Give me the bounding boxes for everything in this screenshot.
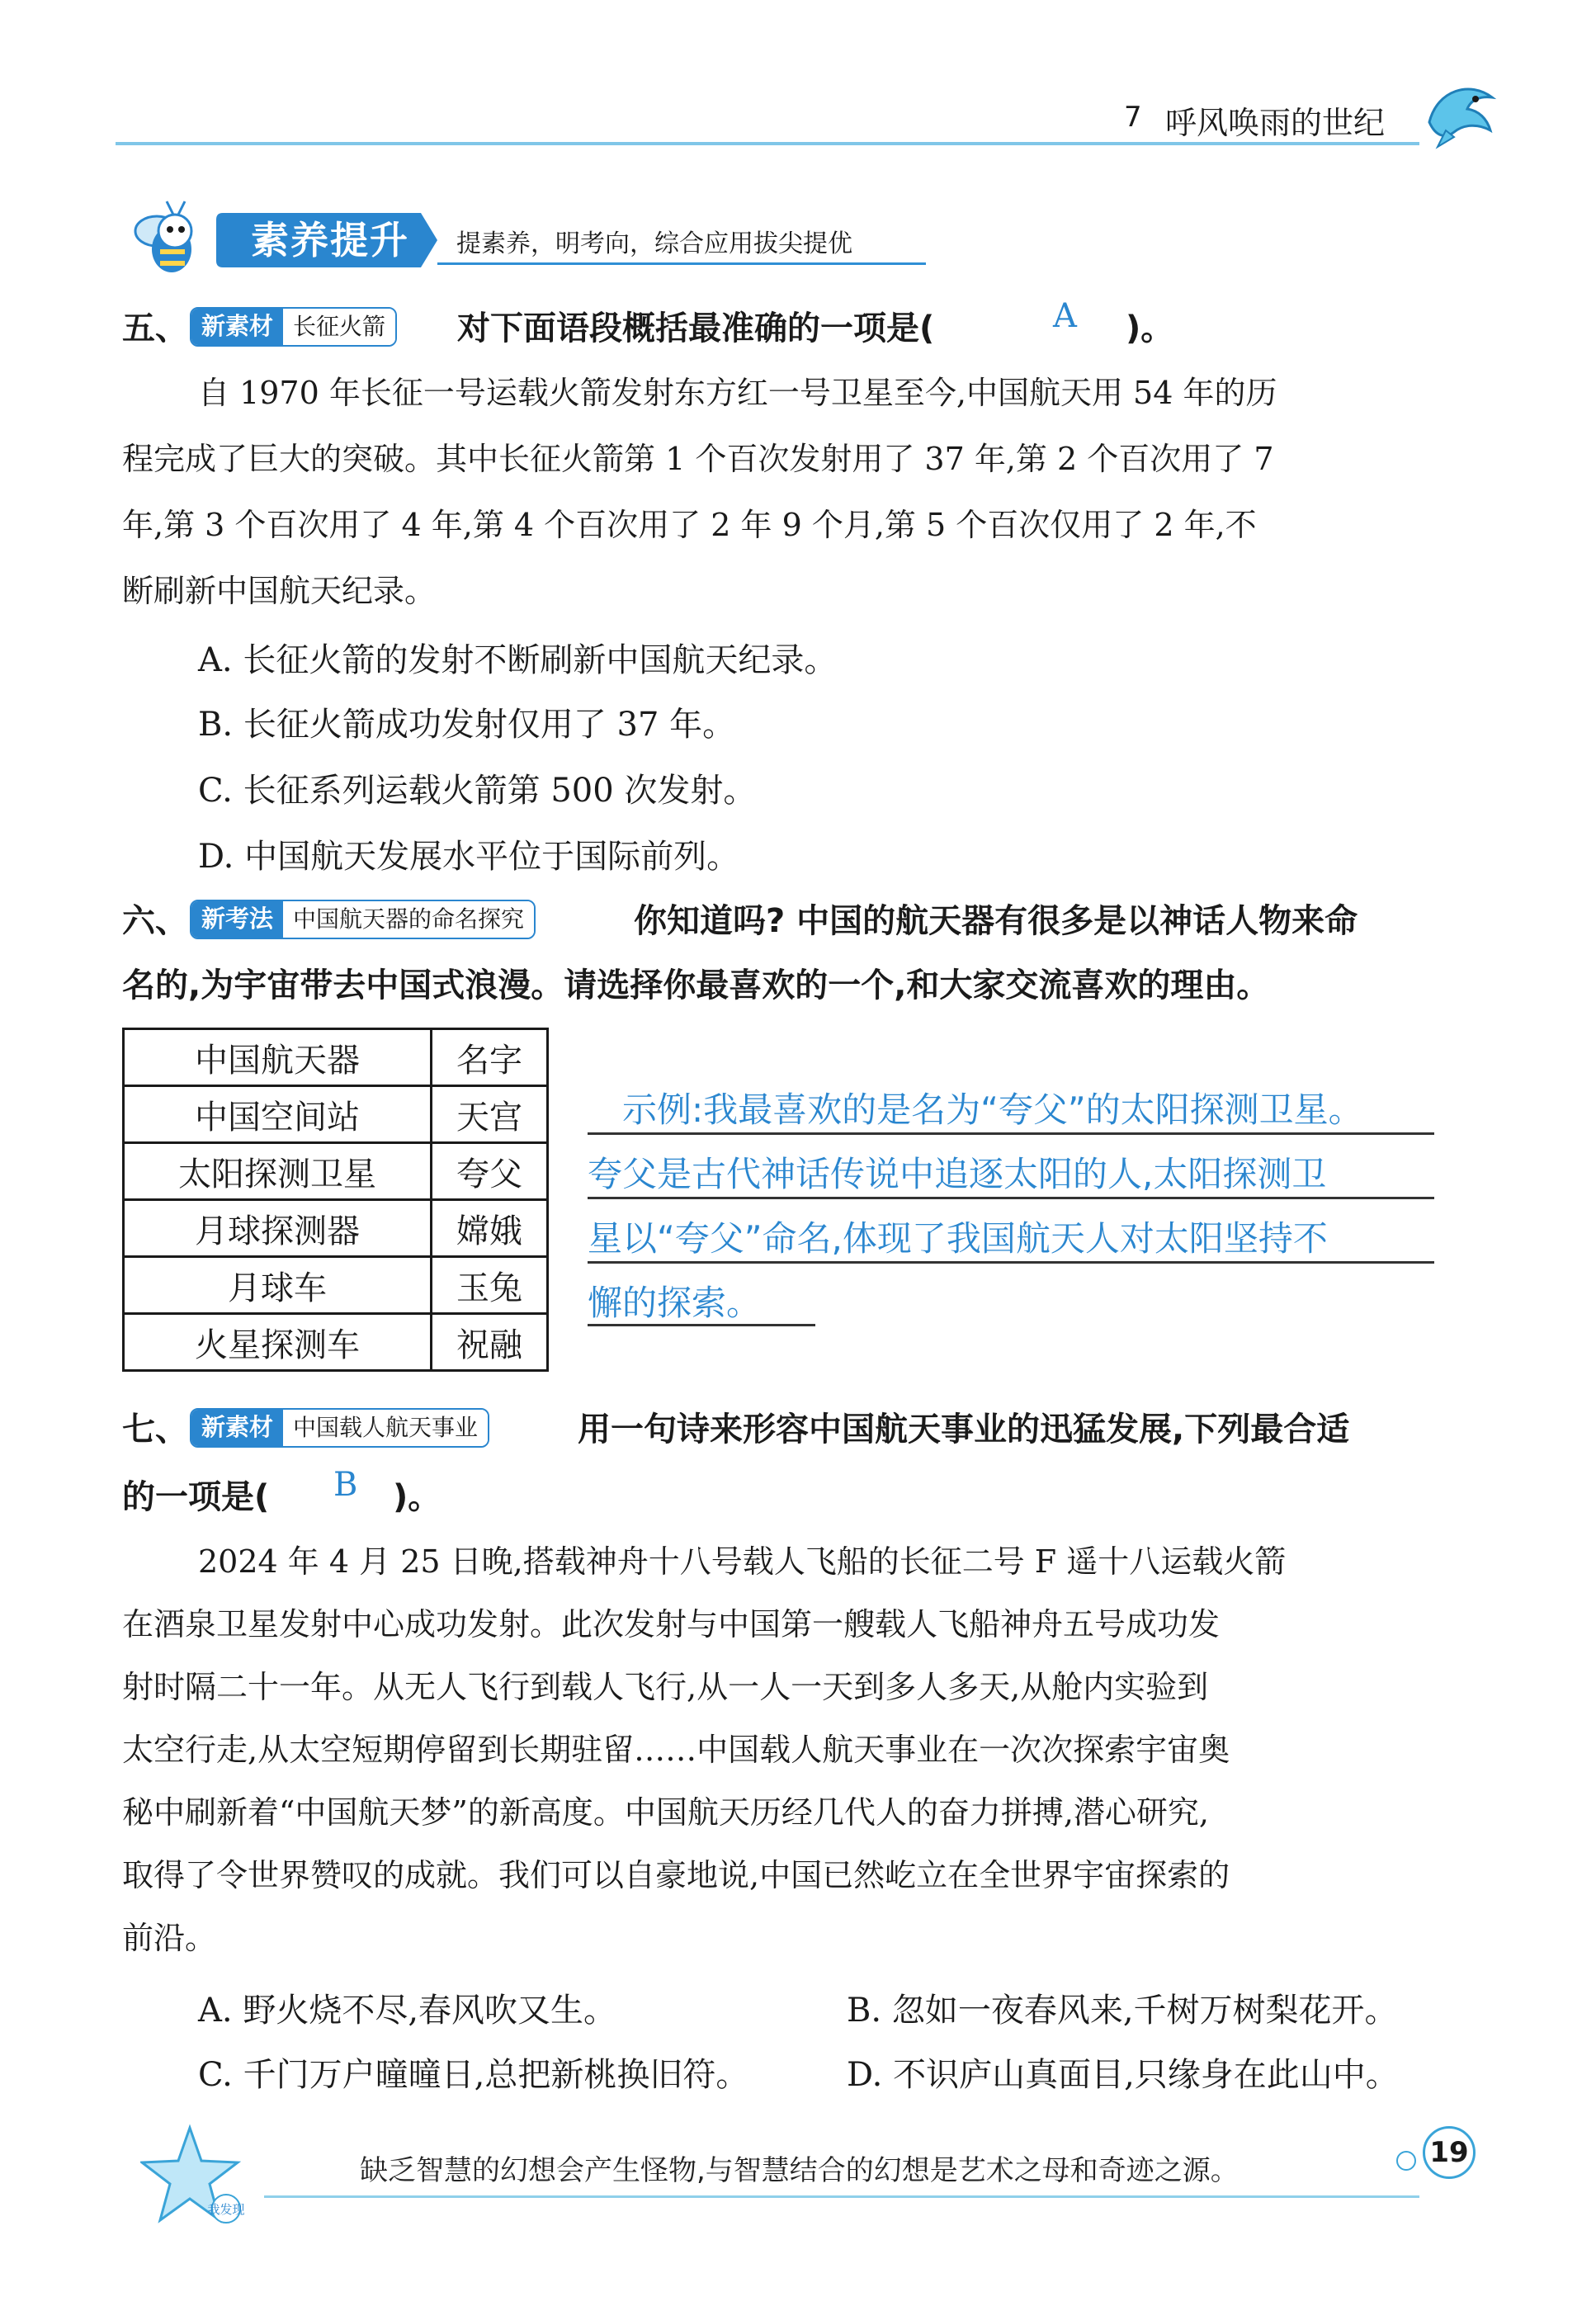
table-cell: 嫦娥: [432, 1200, 548, 1257]
q7-passage-line: 前沿。: [122, 1920, 217, 1956]
footer-badge-text: 我发现: [207, 2202, 245, 2217]
q7-option-d: D. 不识庐山真面目,只缘身在此山中。: [847, 2056, 1399, 2094]
table-row: [124, 1314, 548, 1371]
page-number: 19: [1423, 2126, 1476, 2179]
bee-mascot-icon: [124, 198, 216, 289]
table-row: [124, 1257, 548, 1314]
answer-underline: [588, 1261, 1434, 1264]
q5-option-a: A. 长征火箭的发射不断刷新中国航天纪录。: [198, 641, 838, 679]
q6-tag-topic: 中国航天器的命名探究: [283, 901, 534, 938]
answer-underline: [588, 1197, 1434, 1199]
table-cell: 太阳探测卫星: [124, 1143, 432, 1200]
q5-passage-line: 自 1970 年长征一号运载火箭发射东方红一号卫星至今,中国航天用 54 年的历: [198, 375, 1277, 411]
q6-answer-line: 夸父是古代神话传说中追逐太阳的人,太阳探测卫: [588, 1154, 1327, 1194]
q7-option-a: A. 野火烧不尽,春风吹又生。: [198, 1992, 617, 2030]
q7-number: 七、: [122, 1411, 188, 1449]
q5-option-c: C. 长征系列运载火箭第 500 次发射。: [198, 772, 757, 810]
q6-number: 六、: [122, 902, 188, 940]
q7-passage-line: 取得了令世界赞叹的成就。我们可以自豪地说,中国已然屹立在全世界宇宙探索的: [122, 1857, 1230, 1893]
table-row: [124, 1143, 548, 1200]
q7-answer: B: [333, 1466, 358, 1504]
section-underline: [437, 262, 926, 265]
q5-prompt: 对下面语段概括最准确的一项是(: [457, 310, 935, 347]
q6-tag: [190, 900, 536, 939]
answer-underline: [588, 1132, 1434, 1135]
starfish-icon: [140, 2123, 256, 2230]
q6-answer-line: 星以“夸父”命名,体现了我国航天人对太阳坚持不: [588, 1218, 1328, 1259]
table-cell: 中国空间站: [124, 1086, 432, 1143]
table-header-cell: 名字: [432, 1029, 548, 1086]
q7-option-b: B. 忽如一夜春风来,千树万树梨花开。: [847, 1992, 1398, 2030]
table-cell: 天宫: [432, 1086, 548, 1143]
table-cell: 火星探测车: [124, 1314, 432, 1371]
section-title: 素养提升: [251, 218, 409, 262]
q5-prompt-end: )。: [1126, 310, 1174, 347]
q7-tag: [190, 1408, 489, 1448]
q5-passage-line: 程完成了巨大的突破。其中长征火箭第 1 个百次发射用了 37 年,第 2 个百次用了 7: [122, 441, 1274, 477]
page-dot-decoration: [1396, 2151, 1416, 2171]
table-cell: 玉兔: [432, 1257, 548, 1314]
q5-number: 五、: [122, 310, 188, 347]
q5-option-b: B. 长征火箭成功发射仅用了 37 年。: [198, 706, 736, 744]
q5-tag-label: 新素材: [191, 309, 283, 345]
table-cell: 月球探测器: [124, 1200, 432, 1257]
q5-passage-line: 断刷新中国航天纪录。: [122, 573, 437, 609]
q6-answer-line: 示例:我最喜欢的是名为“夸父”的太阳探测卫星。: [622, 1089, 1363, 1130]
table-cell: 夸父: [432, 1143, 548, 1200]
q5-tag: [190, 307, 397, 347]
table-row: [124, 1086, 548, 1143]
q7-passage-line: 2024 年 4 月 25 日晚,搭载神舟十八号载人飞船的长征二号 F 遥十八运载火箭: [198, 1543, 1287, 1580]
q7-passage-line: 射时隔二十一年。从无人飞行到载人飞行,从一人一天到多人多天,从舱内实验到: [122, 1669, 1209, 1705]
q6-tag-label: 新考法: [191, 901, 283, 938]
q5-tag-topic: 长征火箭: [283, 309, 395, 345]
answer-underline: [588, 1324, 815, 1326]
chapter-number: 7: [1124, 101, 1142, 134]
spacecraft-table: [122, 1028, 549, 1372]
footer-quote: 缺乏智慧的幻想会产生怪物,与智慧结合的幻想是艺术之母和奇迹之源。: [360, 2154, 1239, 2187]
q7-tag-topic: 中国载人航天事业: [283, 1410, 488, 1446]
q7-passage-line: 太空行走,从太空短期停留到长期驻留……中国载人航天事业在一次次探索宇宙奥: [122, 1732, 1230, 1768]
table-row: [124, 1200, 548, 1257]
dolphin-icon: [1421, 73, 1500, 152]
q7-prompt-line1: 用一句诗来形容中国航天事业的迅猛发展,下列最合适: [578, 1411, 1350, 1449]
table-header-row: [124, 1029, 548, 1086]
q7-prompt-line2: 的一项是(: [122, 1478, 270, 1516]
header-divider: [116, 142, 1419, 145]
section-subtitle: 提素养，明考向，综合应用拔尖提优: [456, 229, 852, 258]
chapter-title: 呼风唤雨的世纪: [1165, 105, 1386, 141]
q7-tag-label: 新素材: [191, 1410, 283, 1446]
q7-passage-line: 秘中刷新着“中国航天梦”的新高度。中国航天历经几代人的奋力拼搏,潜心研究,: [122, 1794, 1210, 1831]
table-cell: 祝融: [432, 1314, 548, 1371]
table-cell: 月球车: [124, 1257, 432, 1314]
table-header-cell: 中国航天器: [124, 1029, 432, 1086]
q6-prompt-line2: 名的,为宇宙带去中国式浪漫。请选择你最喜欢的一个,和大家交流喜欢的理由。: [122, 966, 1270, 1004]
q6-answer-line: 懈的探索。: [588, 1283, 762, 1323]
q7-option-c: C. 千门万户曈曈日,总把新桃换旧符。: [198, 2056, 749, 2094]
q5-answer: A: [1053, 297, 1077, 335]
q6-prompt-line1: 你知道吗? 中国的航天器有很多是以神话人物来命: [634, 902, 1358, 940]
q5-option-d: D. 中国航天发展水平位于国际前列。: [198, 838, 740, 876]
footer-divider: [264, 2195, 1419, 2198]
q5-passage-line: 年,第 3 个百次用了 4 年,第 4 个百次用了 2 年 9 个月,第 5 个百次仅用了 2 年,不: [122, 507, 1257, 543]
q7-prompt-end: )。: [393, 1478, 441, 1516]
q7-passage-line: 在酒泉卫星发射中心成功发射。此次发射与中国第一艘载人飞船神舟五号成功发: [122, 1606, 1221, 1642]
